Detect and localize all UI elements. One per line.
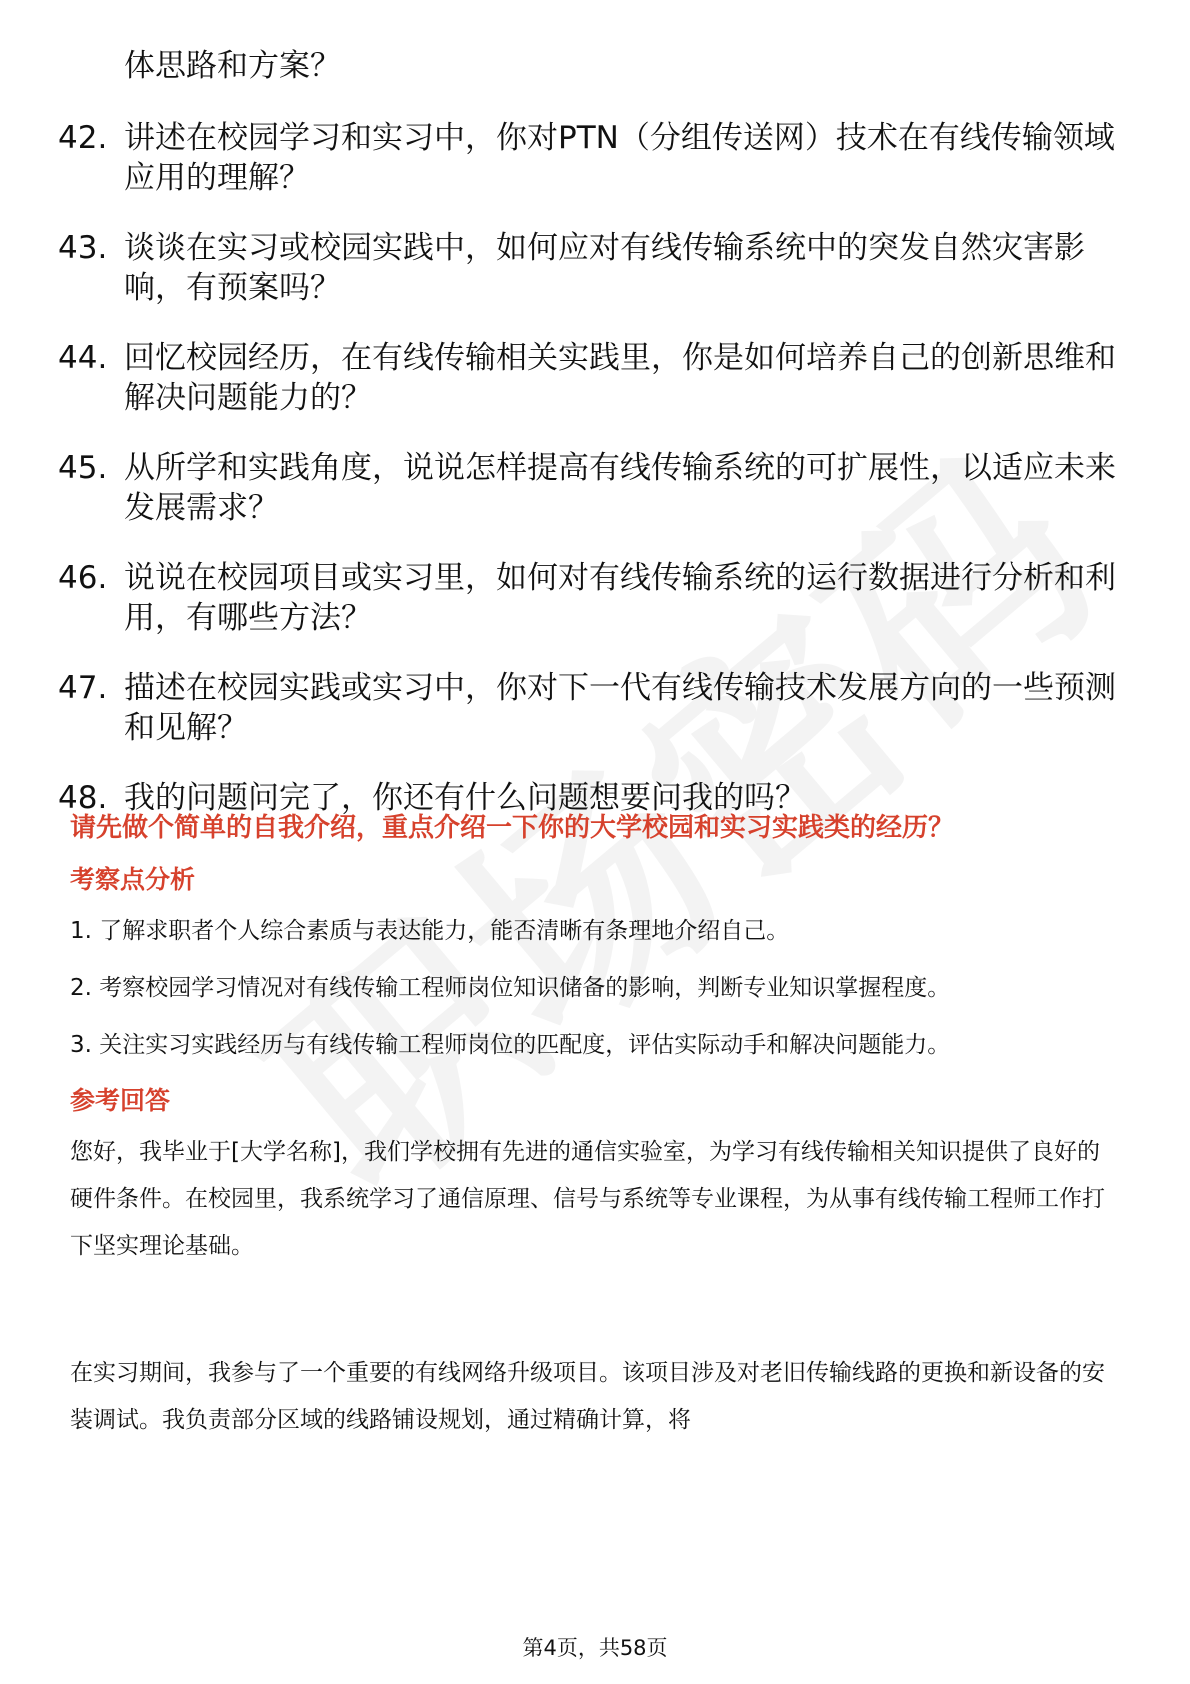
question-number: 42.: [58, 120, 108, 156]
question-item: [58, 558, 1118, 638]
question-item: [58, 668, 1118, 748]
analysis-point: 2. 考察校园学习情况对有线传输工程师岗位知识储备的影响，判断专业知识掌握程度。: [70, 975, 951, 1001]
question-list: [58, 46, 1118, 848]
question-number: 46.: [58, 560, 108, 596]
analysis-heading: 考察点分析: [70, 865, 196, 894]
question-text: 讲述在校园学习和实习中，你对PTN（分组传送网）技术在有线传输领域应用的理解？: [124, 120, 1115, 196]
question-text: 描述在校园实践或实习中，你对下一代有线传输技术发展方向的一些预测和见解？: [124, 670, 1116, 746]
question-item: [58, 448, 1118, 528]
question-number: 44.: [58, 340, 108, 376]
analysis-point: 3. 关注实习实践经历与有线传输工程师岗位的匹配度，评估实际动手和解决问题能力。: [70, 1032, 951, 1058]
question-number: 48.: [58, 780, 108, 816]
answer-paragraph: 您好，我毕业于[大学名称]，我们学校拥有先进的通信实验室，为学习有线传输相关知识提供了良好的硬件条件。在校园里，我系统学习了通信原理、信号与系统等专业课程，为从事有线传输工程师工作打下坚实理论基础。: [70, 1139, 1105, 1259]
question-number: 45.: [58, 450, 108, 486]
question-text: 回忆校园经历，在有线传输相关实践里，你是如何培养自己的创新思维和解决问题能力的？: [124, 340, 1116, 416]
answer-paragraph: 在实习期间，我参与了一个重要的有线网络升级项目。该项目涉及对老旧传输线路的更换和新设备的安装调试。我负责部分区域的线路铺设规划，通过精确计算，将: [70, 1360, 1105, 1433]
question-number: 43.: [58, 230, 108, 266]
question-item: [58, 118, 1118, 198]
question-item: [58, 338, 1118, 418]
analysis-point: 1. 了解求职者个人综合素质与表达能力，能否清晰有条理地介绍自己。: [70, 918, 790, 944]
answer-section: [70, 808, 1122, 1444]
answer-heading: 参考回答: [70, 1086, 171, 1115]
question-number: 47.: [58, 670, 108, 706]
interview-question-title: 请先做个简单的自我介绍，重点介绍一下你的大学校园和实习实践类的经历？: [70, 813, 955, 843]
question-text: 说说在校园项目或实习里，如何对有线传输系统的运行数据进行分析和利用，有哪些方法？: [124, 560, 1116, 636]
question-text: 谈谈在实习或校园实践中，如何应对有线传输系统中的突发自然灾害影响，有预案吗？: [124, 230, 1085, 306]
question-continued: 体思路和方案？: [124, 48, 341, 84]
question-item: [58, 228, 1118, 308]
page-footer: 第4页，共58页: [522, 1636, 668, 1660]
question-text: 从所学和实践角度，说说怎样提高有线传输系统的可扩展性，以适应未来发展需求？: [124, 450, 1116, 526]
question-text: 我的问题问完了，你还有什么问题想要问我的吗？: [124, 780, 806, 816]
